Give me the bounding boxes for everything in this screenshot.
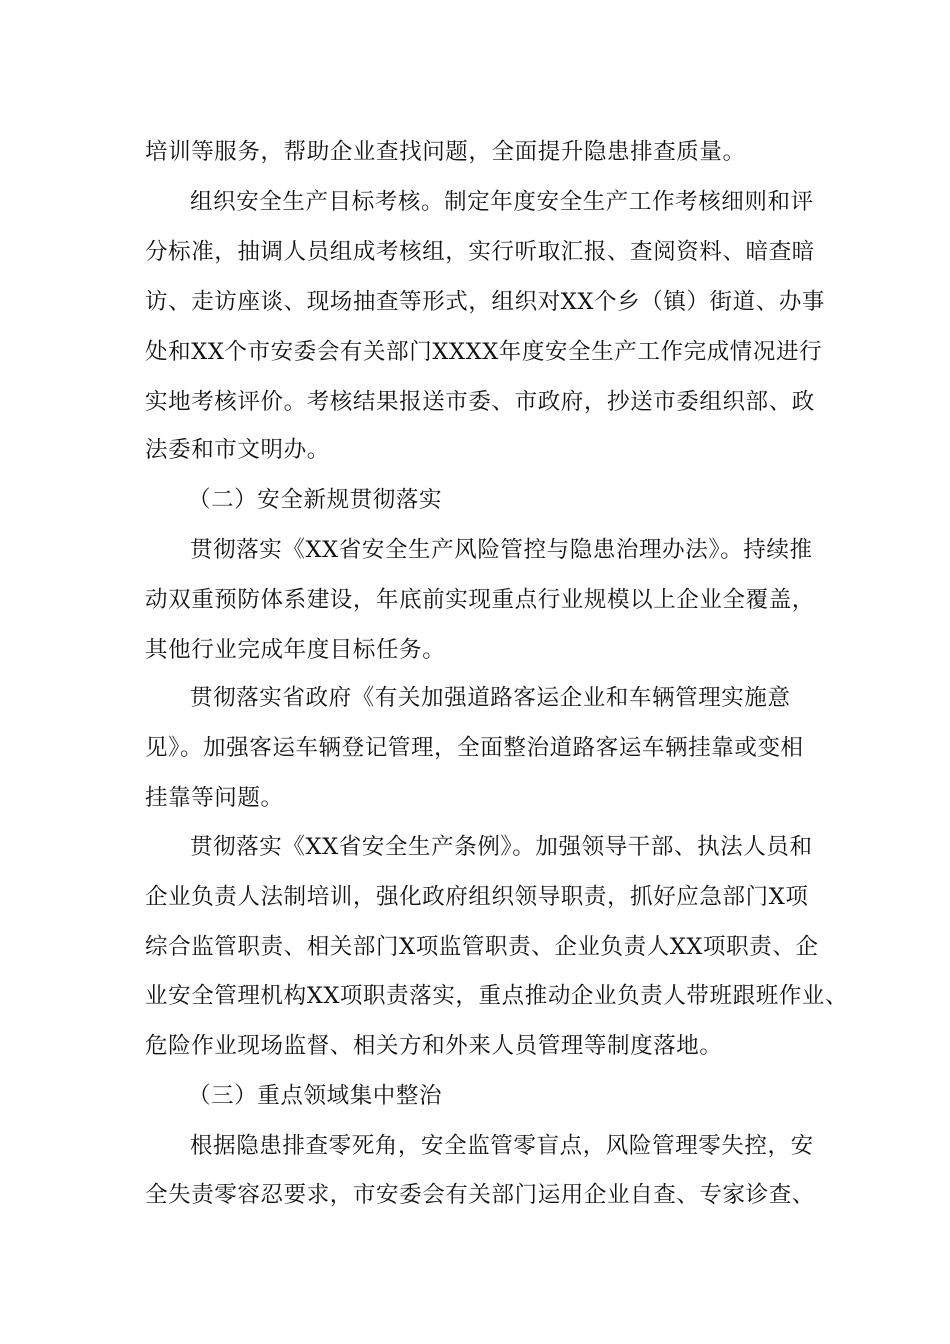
body-text-line: 综合监管职责、相关部门X项监管职责、企业负责人XX项职责、企	[145, 934, 819, 960]
body-text-line: 法委和市文明办。	[145, 437, 330, 463]
paragraph-start-line: 贯彻落实省政府《有关加强道路客运企业和车辆管理实施意	[190, 685, 791, 711]
body-text-line: 业安全管理机构XX项职责落实，重点推动企业负责人带班跟班作业、	[145, 983, 849, 1009]
paragraph-start-line: 组织安全生产目标考核。制定年度安全生产工作考核细则和评	[190, 189, 814, 215]
paragraph-start-line: 贯彻落实《XX省安全生产风险管控与隐患治理办法》。持续推	[190, 537, 813, 563]
body-text-line: 动双重预防体系建设，年底前实现重点行业规模以上企业全覆盖，	[145, 587, 815, 613]
body-text-line: 全失责零容忍要求，市安委会有关部门运用企业自查、专家诊查、	[145, 1182, 815, 1208]
body-text-line: 其他行业完成年度目标任务。	[145, 637, 446, 663]
body-text-line: 培训等服务，帮助企业查找问题，全面提升隐患排查质量。	[145, 139, 746, 165]
section-heading: （三）重点领域集中整治	[188, 1083, 443, 1109]
body-text-line: 挂靠等问题。	[145, 785, 284, 811]
section-heading: （二）安全新规贯彻落实	[188, 487, 443, 513]
body-text-line: 危险作业现场监督、相关方和外来人员管理等制度落地。	[145, 1033, 723, 1059]
paragraph-start-line: 贯彻落实《XX省安全生产条例》。加强领导干部、执法人员和	[190, 834, 813, 860]
paragraph-start-line: 根据隐患排查零死角，安全监管零盲点，风险管理零失控，安	[190, 1133, 814, 1159]
body-text-line: 实地考核评价。考核结果报送市委、市政府，抄送市委组织部、政	[145, 389, 815, 415]
body-text-line: 见》。加强客运车辆登记管理，全面整治道路客运车辆挂靠或变相	[145, 735, 804, 761]
body-text-line: 处和XX个市安委会有关部门XXXX年度安全生产工作完成情况进行	[145, 339, 823, 365]
body-text-line: 企业负责人法制培训，强化政府组织领导职责，抓好应急部门X项	[145, 884, 809, 910]
body-text-line: 分标准，抽调人员组成考核组，实行听取汇报、查阅资料、暗查暗	[145, 239, 815, 265]
body-text-line: 访、走访座谈、现场抽查等形式，组织对XX个乡（镇）街道、办事	[145, 289, 826, 315]
